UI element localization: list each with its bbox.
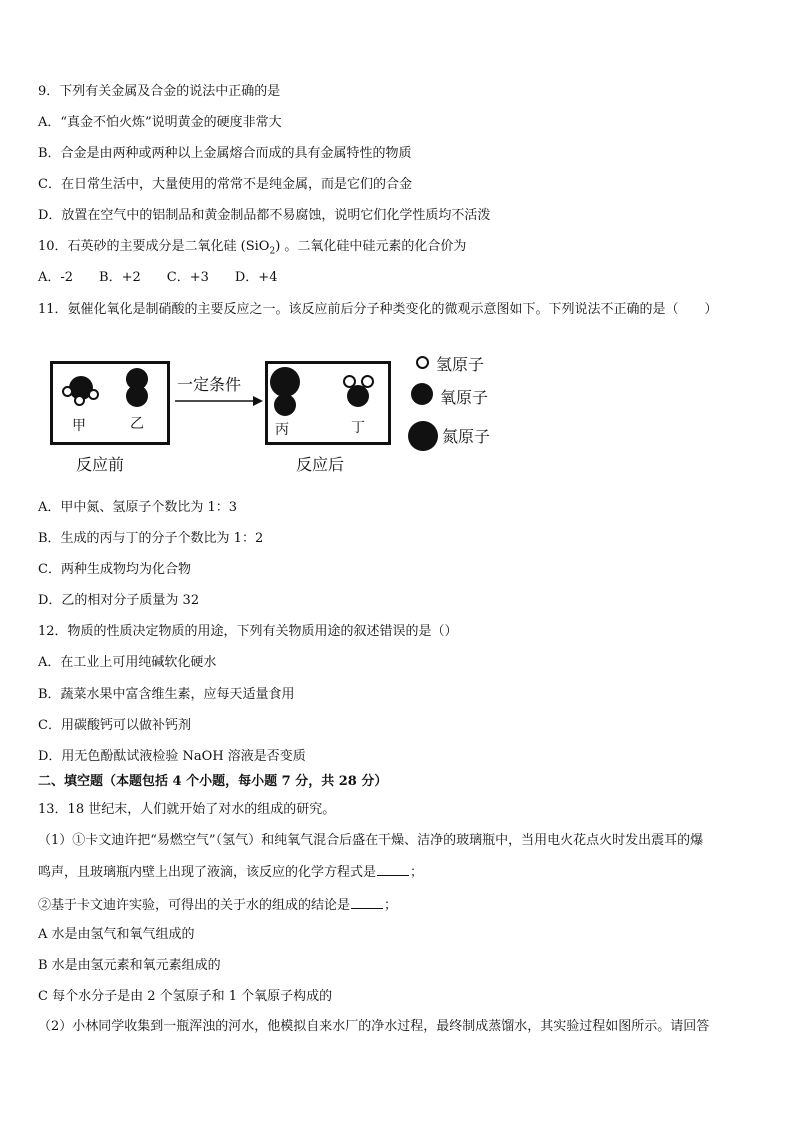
legend-nitrogen-icon: [408, 421, 438, 451]
q9-option-b: B．合金是由两种或两种以上金属熔合而成的具有金属特性的物质: [38, 146, 412, 161]
label-ding: 丁: [351, 420, 365, 436]
legend-oxygen-icon: [411, 383, 433, 405]
oxygen-atom: [347, 385, 369, 407]
q9-option-c: C．在日常生活中，大量使用的常常不是纯金属，而是它们的合金: [38, 177, 412, 192]
q12-stem: 12．物质的性质决定物质的用途，下列有关物质用途的叙述错误的是（）: [38, 624, 458, 639]
q13-choice-c: C 每个水分子是由 2 个氢原子和 1 个氧原子构成的: [38, 989, 333, 1004]
q9-option-d: D．放置在空气中的铝制品和黄金制品都不易腐蚀，说明它们化学性质均不活泼: [38, 208, 491, 223]
nitrogen-atom: [270, 367, 300, 397]
label-jia: 甲: [72, 418, 86, 434]
q13-part1-line2: 鸣声，且玻璃瓶内壁上出现了液滴，该反应的化学方程式是 ；: [38, 862, 764, 882]
q13-choice-a: A 水是由氢气和氧气组成的: [38, 927, 195, 942]
q11-stem: 11．氨催化氧化是制硝酸的主要反应之一。该反应前后分子种类变化的微观示意图如下。下列说法不正确的是（ ）: [38, 302, 718, 317]
q12-option-d: D．用无色酚酞试液检验 NaOH 溶液是否变质: [38, 749, 306, 764]
section-heading: 二、填空题（本题包括 4 个小题，每小题 7 分，共 28 分）: [38, 774, 388, 789]
q12-option-b: B．蔬菜水果中富含维生素，应每天适量食用: [38, 687, 295, 702]
q11-option-a: A．甲中氮、氢原子个数比为 1：3: [38, 500, 238, 515]
q13-stem: 13．18 世纪末，人们就开始了对水的组成的研究。: [38, 802, 336, 817]
legend-nitrogen: 氮原子: [442, 427, 491, 446]
legend-hydrogen: 氢原子: [436, 355, 485, 374]
oxygen-atom: [126, 385, 148, 407]
q10-options: A．-2 B．+2 C．+3 D．+4: [38, 270, 278, 285]
q13-part1-2: ②基于卡文迪许实验，可得出的关于水的组成的结论是 ；: [38, 895, 764, 915]
hydrogen-atom: [88, 389, 99, 400]
legend-hydrogen-icon: [416, 356, 429, 369]
reaction-diagram: [40, 342, 510, 482]
caption-after: 反应后: [296, 455, 345, 474]
q12-option-a: A．在工业上可用纯碱软化硬水: [38, 655, 217, 670]
q12-option-c: C．用碳酸钙可以做补钙剂: [38, 718, 191, 733]
label-yi: 乙: [130, 416, 144, 432]
q13-choice-b: B 水是由氢元素和氧元素组成的: [38, 958, 221, 973]
legend-oxygen: 氧原子: [440, 388, 489, 407]
answer-blank[interactable]: [377, 862, 409, 876]
q13-part1-line1: （1）①卡文迪许把“易燃空气”（氢气）和纯氧气混合后盛在干燥、洁净的玻璃瓶中，当用电火花点火时发出震耳的爆: [38, 833, 704, 848]
q9-stem: 9．下列有关金属及合金的说法中正确的是: [38, 84, 281, 99]
q10-stem: 10．石英砂的主要成分是二氧化硅 (SiO$_2$) 。二氧化硅中硅元素的化合价为: [38, 239, 467, 257]
q11-option-b: B．生成的丙与丁的分子个数比为 1：2: [38, 531, 264, 546]
q11-option-d: D．乙的相对分子质量为 32: [38, 593, 200, 608]
arrow-icon: [173, 394, 265, 408]
reactant-box: [50, 361, 170, 445]
hydrogen-atom: [74, 395, 85, 406]
answer-blank[interactable]: [351, 895, 383, 909]
oxygen-atom: [274, 394, 296, 416]
label-bing: 丙: [275, 422, 289, 438]
q11-option-c: C．两种生成物均为化合物: [38, 562, 191, 577]
arrow-label: 一定条件: [177, 375, 242, 394]
q9-option-a: A．“真金不怕火炼”说明黄金的硬度非常大: [38, 115, 282, 130]
hydrogen-atom: [62, 386, 73, 397]
q13-part2: （2）小林同学收集到一瓶浑浊的河水，他模拟自来水厂的净水过程，最终制成蒸馏水，其实验过程如图所示。请回答: [38, 1019, 710, 1034]
caption-before: 反应前: [76, 455, 125, 474]
